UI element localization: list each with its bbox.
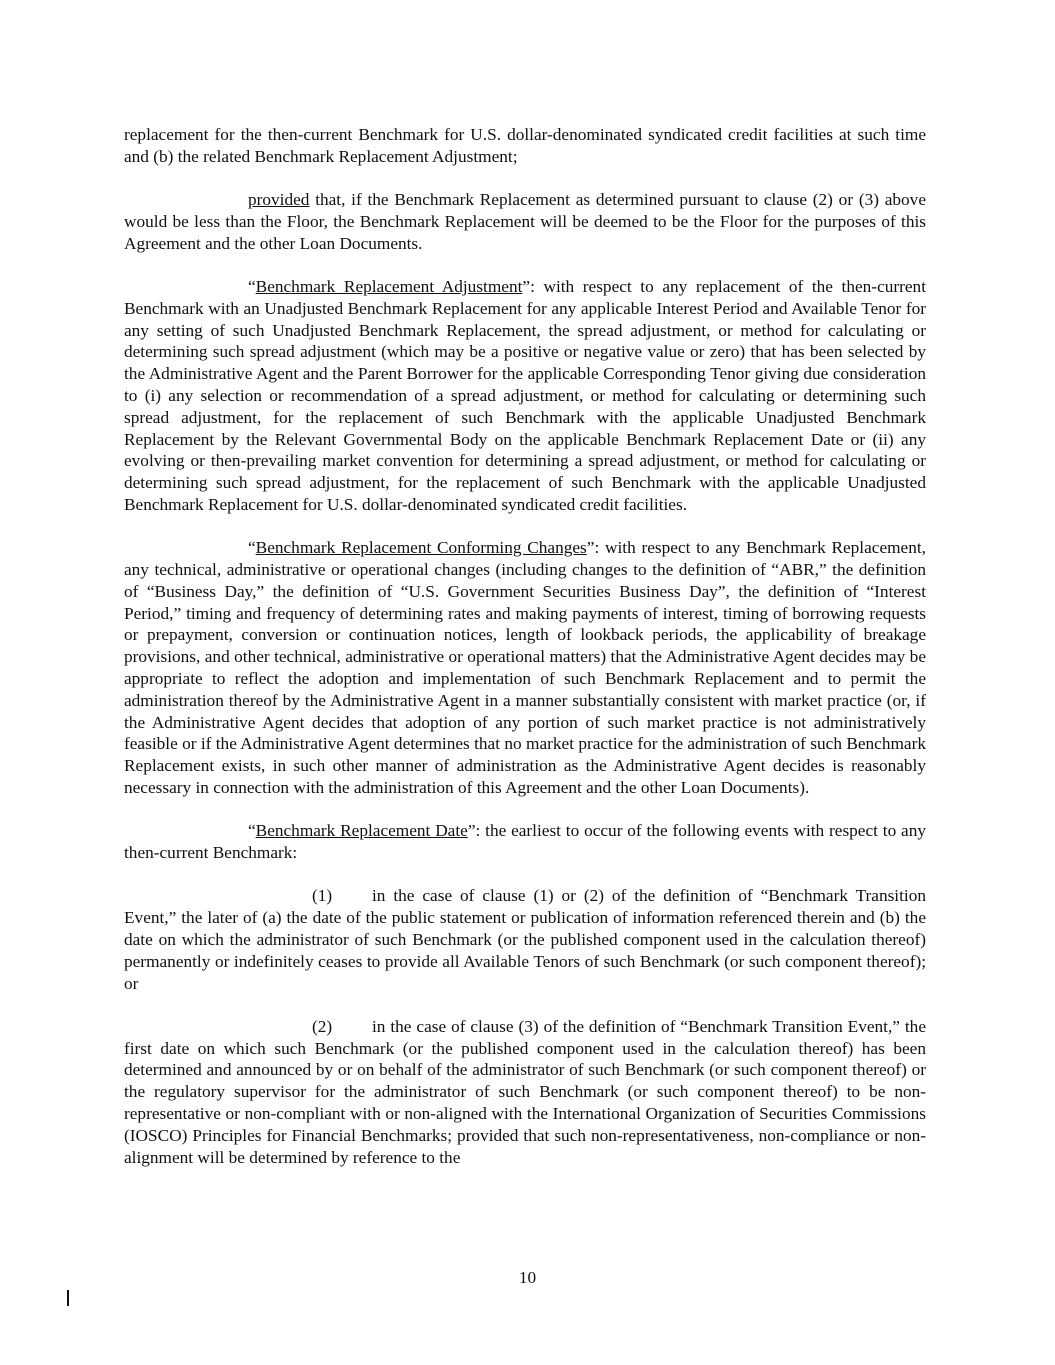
defined-term: Benchmark Replacement Adjustment — [255, 276, 523, 296]
defined-term: Benchmark Replacement Conforming Changes — [255, 538, 587, 558]
proviso-lead-word: provided — [248, 190, 310, 210]
document-body — [124, 124, 926, 1190]
term-close: ”: — [586, 538, 606, 558]
paragraph-text: that, if the Benchmark Replacement as determined pursuant to clause (2) or (3) above would be less than the Floor, the Benchmark Replacement will be deemed to be the Floor for the purposes of this Agreement and the other Loan Documents. — [124, 190, 926, 253]
clause-2 — [124, 1016, 926, 1169]
open-quote: “ — [248, 276, 256, 296]
open-quote: “ — [248, 821, 256, 841]
clause-number: (1) — [312, 886, 333, 906]
definition-benchmark-replacement-conforming-changes — [124, 537, 926, 799]
clause-number: (2) — [312, 1016, 333, 1036]
paragraph-text: replacement for the then-current Benchmark for U.S. dollar-denominated syndicated credit facilities at such time and (b) the related Benchmark Replacement Adjustment; — [124, 125, 926, 166]
definition-text: with respect to any Benchmark Replacement, any technical, administrative or operational changes (including changes to the definition of “ABR,” the definition of “Business Day,” the definition of “U.S. Government Securities Business Day”, the definition of “Interest Period,” timing and frequency of determining rates and making payments of interest, timing of borrowing requests or prepayment, conversion or continuation notices, length of lookback periods, the applicability of breakage provisions, and other technical, administrative or operational matters) that the Administrative Agent decides may be appropriate to reflect the adoption and implementation of such Benchmark Replacement and to permit the administration thereof by the Administrative Agent in a manner substantially consistent with market practice (or, if the Administrative Agent decides that adoption of any portion of such market practice is not administratively feasible or if the Administrative Agent determines that no market practice for the administration of such Benchmark Replacement exists, in such other manner of administration as the Administrative Agent decides is reasonably necessary in connection with the administration of this Agreement and the other Loan Documents). — [124, 538, 926, 798]
clause-text: in the case of clause (3) of the definition of “Benchmark Transition Event,” the first date on which such Benchmark (or the published component used in the calculation thereof) has been determined and announced by or on behalf of the administrator of such Benchmark (or such component thereof) or the regulatory supervisor for the administrator of such Benchmark (or such component thereof) to be non-representative or non-compliant with or non-aligned with the International Organization of Securities Commissions (IOSCO) Principles for Financial Benchmarks; provided that such non-representativeness, non-compliance or non-alignment will be determined by reference to the — [124, 1016, 926, 1167]
page-number: 10 — [518, 1268, 537, 1287]
definition-benchmark-replacement-date — [124, 820, 926, 864]
defined-term: Benchmark Replacement Date — [255, 821, 468, 841]
revision-margin-bar — [67, 1290, 69, 1306]
clause-1 — [124, 885, 926, 994]
definition-benchmark-replacement-adjustment — [124, 276, 926, 516]
paragraph-proviso — [124, 189, 926, 254]
term-close: ”: — [522, 276, 544, 296]
open-quote: “ — [248, 538, 256, 558]
clause-text: in the case of clause (1) or (2) of the definition of “Benchmark Transition Event,” the later of (a) the date of the public statement or publication of information referenced therein and (b) the date on which the administrator of such Benchmark (or the published component used in the calculation thereof) permanently or indefinitely ceases to provide all Available Tenors of such Benchmark (or such component thereof); or — [124, 886, 926, 993]
term-close: ”: — [467, 821, 486, 841]
definition-text: with respect to any replacement of the then-current Benchmark with an Unadjusted Benchmark Replacement for any applicable Interest Period and Available Tenor for any setting of such Unadjusted Benchmark Replacement, the spread adjustment, or method for calculating or determining such spread adjustment (which may be a positive or negative value or zero) that has been selected by the Administrative Agent and the Parent Borrower for the applicable Corresponding Tenor giving due consideration to (i) any selection or recommendation of a spread adjustment, or method for calculating or determining such spread adjustment, for the replacement of such Benchmark with the applicable Unadjusted Benchmark Replacement by the Relevant Governmental Body on the applicable Benchmark Replacement Date or (ii) any evolving or then-prevailing market convention for determining a spread adjustment, or method for calculating or determining such spread adjustment, for the replacement of such Benchmark with the applicable Unadjusted Benchmark Replacement for U.S. dollar-denominated syndicated credit facilities. — [124, 276, 926, 514]
paragraph-continuation — [124, 124, 926, 168]
definition-text: the earliest to occur of the following events with respect to any then-current Benchmark: — [124, 821, 927, 863]
